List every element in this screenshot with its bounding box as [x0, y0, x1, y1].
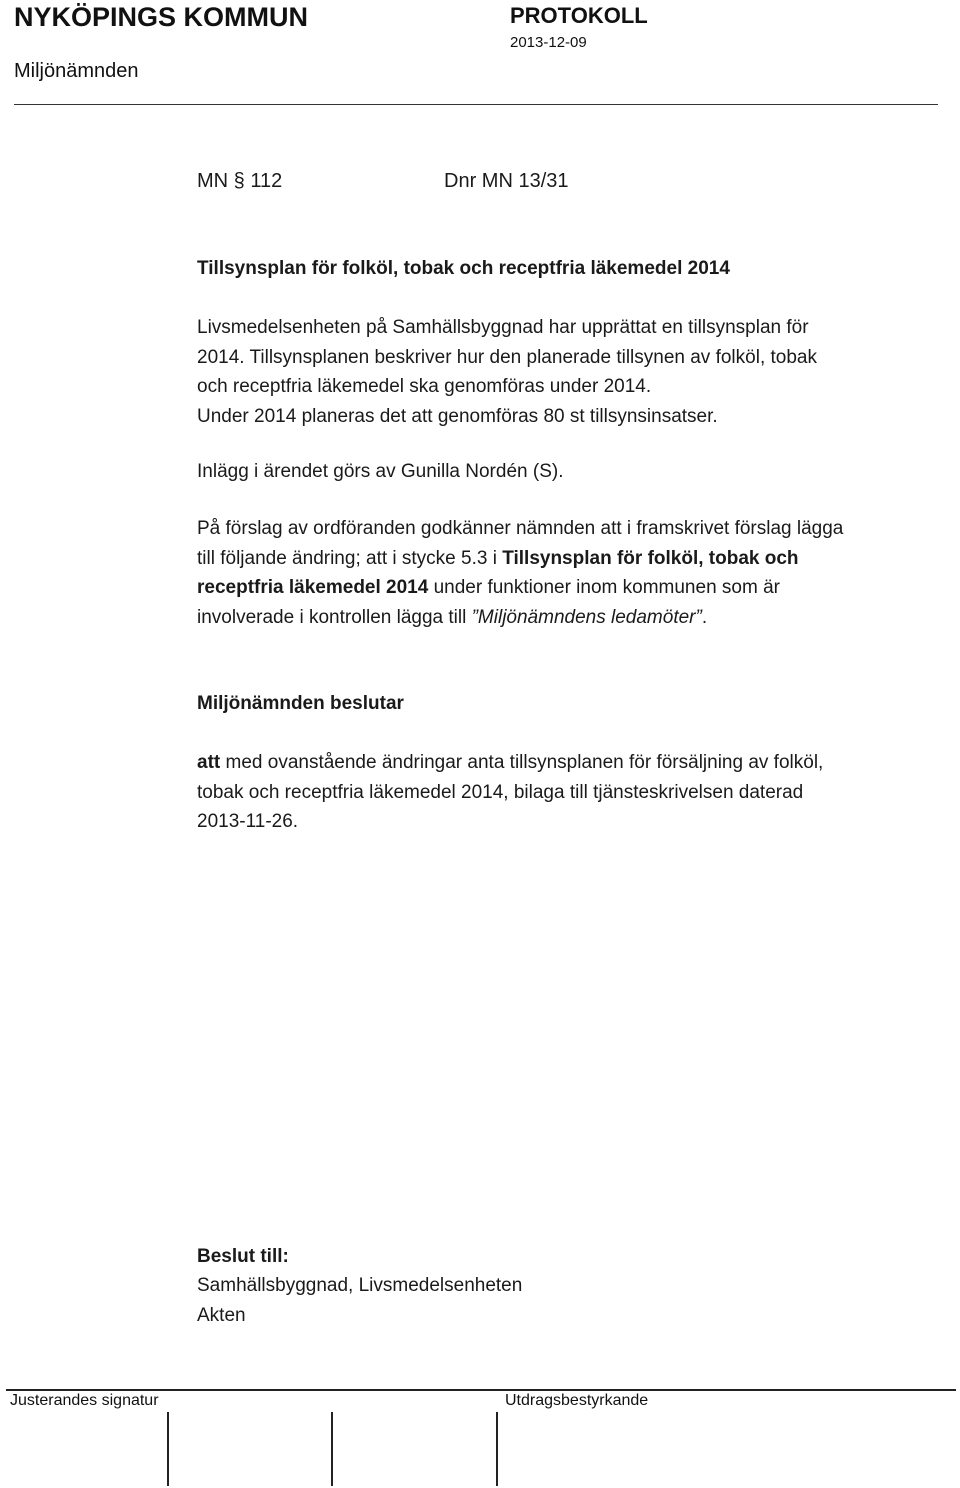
amendment-italic-insert: ”Miljönämndens ledamöter”: [471, 606, 702, 628]
paragraph-line: tobak och receptfria läkemedel 2014, bilaga till tjänsteskrivelsen daterad: [197, 781, 804, 803]
document-type: PROTOKOLL: [510, 3, 648, 28]
amendment-text: under funktioner inom kommunen som är: [428, 577, 780, 598]
amendment-bold-title: Tillsynsplan för folköl, tobak och: [502, 547, 799, 569]
paragraph-line: 2014. Tillsynsplanen beskriver hur den planerade tillsynen av folköl, tobak: [197, 346, 817, 368]
organization-name: NYKÖPINGS KOMMUN: [14, 2, 309, 32]
amendment-text: till följande ändring; att i stycke 5.3 i: [197, 547, 503, 569]
footer-rule: [6, 1389, 956, 1391]
decision-text: [197, 748, 823, 837]
decision-att: att: [197, 752, 221, 773]
paragraph-background: [197, 313, 817, 431]
diary-number: Dnr MN 13/31: [444, 170, 569, 192]
decision-heading: Miljönämnden beslutar: [197, 693, 404, 714]
paragraph-line: [197, 603, 843, 633]
certification-label: Utdragsbestyrkande: [505, 1392, 649, 1409]
paragraph-line: På förslag av ordföranden godkänner nämnden att i framskrivet förslag lägga: [197, 518, 844, 539]
paragraph-line: och receptfria läkemedel ska genomföras under 2014.: [197, 376, 652, 397]
amendment-bold-title: receptfria läkemedel 2014: [197, 577, 429, 598]
paragraph-amendment: [197, 514, 843, 632]
paragraph-number: MN § 112: [197, 170, 283, 192]
paragraph-statement: Inlägg i ärendet görs av Gunilla Nordén (S).: [197, 461, 564, 482]
decision-text-part: med ovanstående ändringar anta tillsynsplanen för försäljning av folköl,: [220, 752, 824, 773]
department-name: Miljönämnden: [14, 60, 139, 82]
paragraph-line: [197, 544, 843, 574]
signature-label: Justerandes signatur: [10, 1392, 159, 1409]
amendment-text: .: [701, 606, 708, 628]
signature-box-divider: [167, 1412, 169, 1486]
paragraph-line: [197, 748, 823, 778]
recipient-item: Samhällsbyggnad, Livsmedelsenheten: [197, 1275, 523, 1296]
signature-box-divider: [331, 1412, 333, 1486]
case-line: [197, 167, 569, 197]
paragraph-line: Under 2014 planeras det att genomföras 80 st tillsynsinsatser.: [197, 405, 718, 427]
sent-to-list: [197, 1271, 522, 1330]
sent-to-heading: Beslut till:: [197, 1246, 289, 1267]
case-title: Tillsynsplan för folköl, tobak och receptfria läkemedel 2014: [197, 258, 730, 279]
recipient-item: Akten: [197, 1304, 246, 1326]
paragraph-line: Livsmedelsenheten på Samhällsbyggnad har upprättat en tillsynsplan för: [197, 317, 809, 338]
header-rule: [14, 104, 938, 105]
amendment-text: involverade i kontrollen lägga till: [197, 606, 472, 628]
paragraph-line: [197, 573, 843, 603]
paragraph-line: 2013-11-26.: [197, 811, 299, 832]
signature-box-divider: [496, 1412, 498, 1486]
document-date: 2013-12-09: [510, 34, 587, 51]
